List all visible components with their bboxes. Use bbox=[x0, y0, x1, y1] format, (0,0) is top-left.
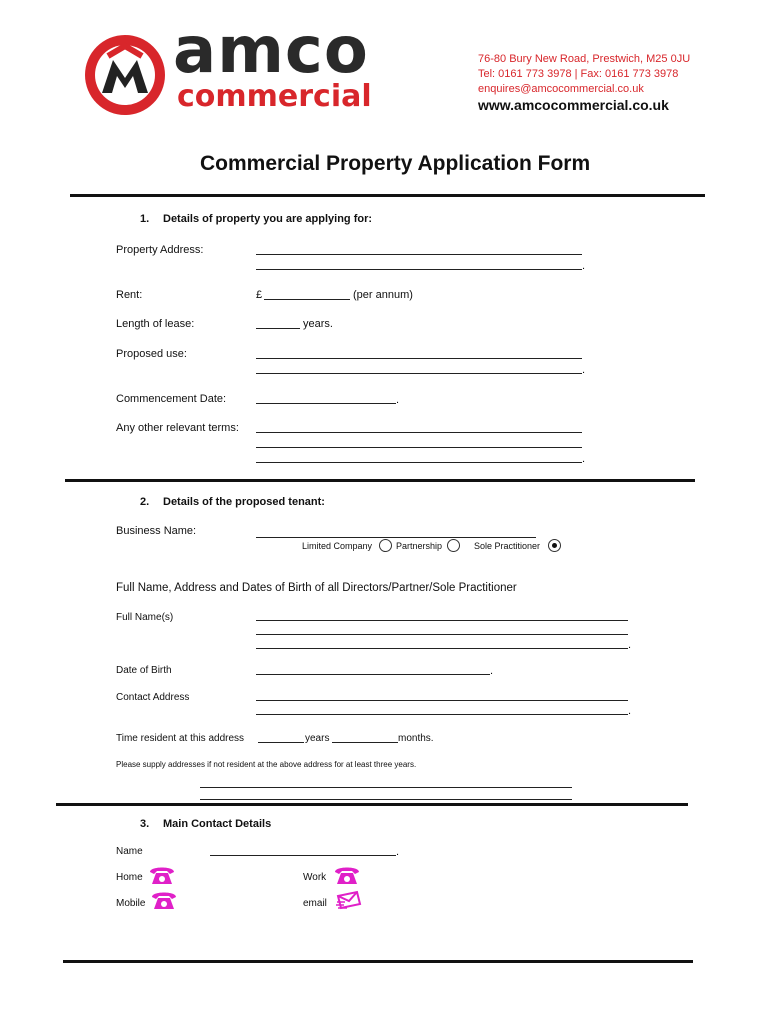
time-resident-months-input[interactable] bbox=[332, 731, 398, 743]
previous-address-input-2[interactable] bbox=[200, 788, 572, 800]
period: . bbox=[396, 394, 400, 406]
lease-years-suffix: years. bbox=[303, 318, 333, 330]
other-terms-input-1[interactable] bbox=[256, 421, 582, 433]
radio-limited-company[interactable] bbox=[379, 539, 392, 552]
footer-rule bbox=[63, 960, 693, 963]
option-partnership-label: Partnership bbox=[396, 541, 443, 551]
full-names-input-2[interactable] bbox=[256, 623, 628, 635]
logo-brand-bottom: commercial bbox=[177, 79, 372, 114]
time-resident-months-label: months. bbox=[398, 733, 434, 744]
contact-address-label: Contact Address bbox=[116, 692, 190, 703]
previous-address-note: Please supply addresses if not resident at the above address for at least three years. bbox=[116, 760, 417, 769]
title-rule bbox=[70, 194, 705, 197]
business-name-input[interactable] bbox=[256, 526, 536, 538]
commencement-date-input[interactable] bbox=[256, 392, 396, 404]
page-title: Commercial Property Application Form bbox=[200, 152, 591, 175]
rent-currency: £ bbox=[256, 289, 263, 301]
rent-label: Rent: bbox=[116, 289, 143, 301]
section1-heading: Details of property you are applying for: bbox=[163, 213, 373, 225]
radio-sole-practitioner[interactable] bbox=[548, 539, 561, 552]
time-resident-years-input[interactable] bbox=[258, 731, 304, 743]
dob-input[interactable] bbox=[256, 663, 490, 675]
lease-length-label: Length of lease: bbox=[116, 318, 195, 330]
period: . bbox=[628, 705, 632, 717]
previous-address-input-1[interactable] bbox=[200, 776, 572, 788]
property-address-label: Property Address: bbox=[116, 244, 204, 256]
radio-partnership[interactable] bbox=[447, 539, 460, 552]
section3-heading: Main Contact Details bbox=[163, 818, 272, 830]
other-terms-input-2[interactable] bbox=[256, 436, 582, 448]
section2-heading: Details of the proposed tenant: bbox=[163, 496, 325, 508]
period: . bbox=[582, 364, 586, 376]
proposed-use-input-1[interactable] bbox=[256, 347, 582, 359]
proposed-use-label: Proposed use: bbox=[116, 348, 187, 360]
email-icon bbox=[335, 890, 363, 912]
period: . bbox=[582, 453, 586, 465]
rent-suffix: (per annum) bbox=[353, 289, 413, 301]
email-label: email bbox=[303, 898, 327, 909]
contact-name-input[interactable] bbox=[210, 844, 396, 856]
phone-icon bbox=[333, 864, 361, 886]
other-terms-input-3[interactable] bbox=[256, 451, 582, 463]
company-email[interactable]: enquires@amcocommercial.co.uk bbox=[478, 83, 644, 95]
work-phone-label: Work bbox=[303, 872, 327, 883]
rent-input[interactable] bbox=[264, 288, 350, 300]
property-address-input-2[interactable] bbox=[256, 258, 582, 270]
company-website[interactable]: www.amcocommercial.co.uk bbox=[478, 97, 669, 113]
section2-rule bbox=[56, 803, 688, 806]
section2-number: 2. bbox=[140, 496, 150, 508]
section3-number: 3. bbox=[140, 818, 150, 830]
section1-number: 1. bbox=[140, 213, 150, 225]
period: . bbox=[582, 260, 586, 272]
contact-address-input-2[interactable] bbox=[256, 703, 628, 715]
directors-heading: Full Name, Address and Dates of Birth of all Directors/Partner/Sole Practitioner bbox=[116, 582, 517, 594]
phone-icon bbox=[148, 864, 176, 886]
other-terms-label: Any other relevant terms: bbox=[116, 422, 239, 434]
period: . bbox=[396, 846, 400, 858]
option-sole-practitioner-label: Sole Practitioner bbox=[474, 541, 541, 551]
option-limited-company-label: Limited Company bbox=[302, 541, 373, 551]
full-names-input-3[interactable] bbox=[256, 637, 628, 649]
business-name-label: Business Name: bbox=[116, 525, 197, 537]
phone-icon bbox=[150, 889, 178, 911]
contact-name-label: Name bbox=[116, 846, 143, 857]
full-names-input-1[interactable] bbox=[256, 609, 628, 621]
time-resident-years-label: years bbox=[305, 733, 330, 744]
section1-rule bbox=[65, 479, 695, 482]
time-resident-label: Time resident at this address bbox=[116, 733, 245, 744]
contact-address-input-1[interactable] bbox=[256, 689, 628, 701]
period: . bbox=[490, 665, 494, 677]
commencement-date-label: Commencement Date: bbox=[116, 393, 227, 405]
mobile-phone-label: Mobile bbox=[116, 898, 146, 909]
full-names-label: Full Name(s) bbox=[116, 612, 174, 623]
proposed-use-input-2[interactable] bbox=[256, 362, 582, 374]
period: . bbox=[628, 639, 632, 651]
logo bbox=[80, 14, 390, 118]
dob-label: Date of Birth bbox=[116, 665, 172, 676]
home-phone-label: Home bbox=[116, 872, 143, 883]
property-address-input-1[interactable] bbox=[256, 243, 582, 255]
lease-length-input[interactable] bbox=[256, 317, 300, 329]
company-tel-fax: Tel: 0161 773 3978 | Fax: 0161 773 3978 bbox=[478, 68, 679, 80]
logo-brand-top: amco bbox=[173, 14, 369, 88]
company-address: 76-80 Bury New Road, Prestwich, M25 0JU bbox=[478, 53, 691, 65]
